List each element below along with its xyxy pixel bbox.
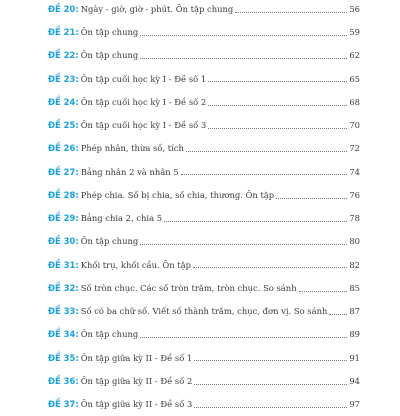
toc-entry-title: Ôn tập chung — [80, 50, 139, 61]
toc-entry-page: 89 — [349, 329, 360, 340]
toc-entry-number: 22 — [63, 50, 76, 61]
toc-entry-number: 34 — [63, 329, 76, 340]
dot-leader — [194, 384, 347, 385]
table-of-contents — [48, 0, 360, 416]
toc-entry[interactable] — [48, 230, 360, 253]
toc-entry-title: Ôn tập chung — [80, 329, 139, 340]
toc-entry[interactable] — [48, 207, 360, 230]
toc-entry[interactable] — [48, 253, 360, 276]
toc-entry[interactable] — [48, 300, 360, 323]
toc-entry-prefix: ĐỀ — [48, 143, 61, 154]
toc-entry-colon: : — [75, 399, 79, 410]
toc-entry-page: 91 — [349, 352, 360, 363]
toc-entry-label — [48, 261, 81, 269]
toc-entry-label — [48, 284, 81, 292]
toc-entry-colon: : — [75, 259, 79, 270]
toc-entry[interactable] — [48, 0, 360, 21]
toc-entry-page: 87 — [349, 306, 360, 317]
toc-entry-label — [48, 191, 81, 199]
toc-entry-label — [48, 51, 81, 59]
toc-entry-page: 59 — [349, 27, 360, 38]
toc-entry[interactable] — [48, 67, 360, 90]
toc-entry-label — [48, 330, 81, 338]
toc-entry-label — [48, 28, 81, 36]
toc-entry-number: 35 — [63, 352, 76, 363]
toc-entry-colon: : — [75, 3, 79, 14]
toc-entry[interactable] — [48, 91, 360, 114]
toc-entry[interactable] — [48, 184, 360, 207]
toc-entry-colon: : — [75, 143, 79, 154]
toc-entry-title: Bảng nhân 2 và nhân 5 — [80, 166, 179, 177]
toc-entry-title: Ôn tập giữa kỳ II - Đề số 3 — [80, 399, 193, 410]
toc-entry[interactable] — [48, 137, 360, 160]
toc-entry-page: 80 — [349, 236, 360, 247]
dot-leader — [194, 360, 347, 361]
toc-entry-page: 74 — [349, 166, 360, 177]
toc-entry[interactable] — [48, 160, 360, 183]
dot-leader — [140, 337, 347, 338]
toc-entry-colon: : — [75, 73, 79, 84]
toc-entry-prefix: ĐỀ — [48, 329, 61, 340]
toc-entry-prefix: ĐỀ — [48, 96, 61, 107]
toc-entry-page: 62 — [349, 50, 360, 61]
toc-entry-prefix: ĐỀ — [48, 27, 61, 38]
toc-entry-title: Số tròn chục. Các số tròn trăm, tròn chục. So sánh — [80, 282, 297, 293]
dot-leader — [235, 12, 347, 13]
dot-leader — [193, 267, 347, 268]
toc-entry-colon: : — [75, 236, 79, 247]
toc-entry-title: Ôn tập giữa kỳ II - Đề số 2 — [80, 375, 193, 386]
toc-entry-prefix: ĐỀ — [48, 282, 61, 293]
dot-leader — [181, 174, 348, 175]
toc-entry-title: Ôn tập chung — [80, 236, 139, 247]
toc-entry-label — [48, 400, 81, 408]
toc-entry-page: 70 — [349, 120, 360, 131]
toc-entry-number: 25 — [63, 120, 76, 131]
toc-entry[interactable] — [48, 370, 360, 393]
toc-entry-prefix: ĐỀ — [48, 166, 61, 177]
toc-entry-number: 29 — [63, 213, 76, 224]
toc-entry-number: 30 — [63, 236, 76, 247]
dot-leader — [140, 35, 347, 36]
toc-entry-label — [48, 214, 81, 222]
dot-leader — [164, 221, 347, 222]
toc-entry-page: 94 — [349, 375, 360, 386]
toc-entry[interactable] — [48, 21, 360, 44]
toc-entry-number: 32 — [63, 282, 76, 293]
toc-entry-title: Ngày - giờ, giờ - phút. Ôn tập chung — [80, 3, 234, 14]
toc-entry-colon: : — [75, 329, 79, 340]
dot-leader — [208, 81, 347, 82]
toc-entry-label — [48, 144, 81, 152]
dot-leader — [276, 198, 347, 199]
toc-entry-prefix: ĐỀ — [48, 375, 61, 386]
toc-entry-colon: : — [75, 50, 79, 61]
toc-entry-prefix: ĐỀ — [48, 213, 61, 224]
toc-entry-prefix: ĐỀ — [48, 3, 61, 14]
dot-leader — [208, 105, 347, 106]
toc-entry-colon: : — [75, 120, 79, 131]
toc-entry-page: 97 — [349, 399, 360, 410]
toc-entry-prefix: ĐỀ — [48, 73, 61, 84]
toc-entry-prefix: ĐỀ — [48, 352, 61, 363]
toc-entry-page: 65 — [349, 73, 360, 84]
toc-entry-title: Ôn tập giữa kỳ II - Đề số 1 — [80, 352, 193, 363]
toc-entry-number: 28 — [63, 189, 76, 200]
toc-entry-colon: : — [75, 27, 79, 38]
dot-leader — [194, 407, 347, 408]
toc-entry-colon: : — [75, 189, 79, 200]
toc-entry-label — [48, 237, 81, 245]
toc-entry-label — [48, 121, 81, 129]
toc-entry-number: 36 — [63, 375, 76, 386]
toc-entry-number: 21 — [63, 27, 76, 38]
toc-entry-label — [48, 377, 81, 385]
toc-entry-colon: : — [75, 96, 79, 107]
toc-entry-title: Ôn tập cuối học kỳ I - Đề số 1 — [80, 73, 207, 84]
toc-entry-title: Phép chia. Số bị chia, số chia, thương. Ôn tập — [80, 189, 275, 200]
toc-entry-colon: : — [75, 282, 79, 293]
toc-entry-page: 68 — [349, 96, 360, 107]
toc-entry[interactable] — [48, 346, 360, 369]
dot-leader — [140, 244, 347, 245]
toc-entry-prefix: ĐỀ — [48, 306, 61, 317]
toc-entry[interactable] — [48, 323, 360, 346]
toc-entry-prefix: ĐỀ — [48, 50, 61, 61]
toc-entry-title: Số có ba chữ số. Viết số thành trăm, chục, đơn vị. So sánh — [80, 306, 328, 317]
toc-entry-number: 23 — [63, 73, 76, 84]
toc-entry-page: 82 — [349, 259, 360, 270]
toc-entry-title: Khối trụ, khối cầu. Ôn tập — [80, 259, 192, 270]
dot-leader — [299, 291, 348, 292]
toc-entry-number: 24 — [63, 96, 76, 107]
toc-entry-page: 56 — [349, 3, 360, 14]
toc-entry-number: 26 — [63, 143, 76, 154]
toc-entry-prefix: ĐỀ — [48, 259, 61, 270]
toc-entry[interactable] — [48, 393, 360, 416]
toc-entry-prefix: ĐỀ — [48, 120, 61, 131]
toc-entry-colon: : — [75, 166, 79, 177]
toc-entry-page: 78 — [349, 213, 360, 224]
toc-entry-title: Ôn tập cuối học kỳ I - Đề số 2 — [80, 96, 207, 107]
toc-entry-number: 37 — [63, 399, 76, 410]
toc-entry-label — [48, 5, 81, 13]
toc-entry-label — [48, 354, 81, 362]
toc-entry-colon: : — [75, 213, 79, 224]
toc-entry-colon: : — [75, 306, 79, 317]
toc-entry-prefix: ĐỀ — [48, 399, 61, 410]
toc-entry-colon: : — [75, 375, 79, 386]
toc-entry-title: Ôn tập cuối học kỳ I - Đề số 3 — [80, 120, 207, 131]
toc-entry[interactable] — [48, 114, 360, 137]
toc-entry-title: Phép nhân, thừa số, tích — [80, 143, 184, 154]
toc-entry-label — [48, 168, 81, 176]
toc-entry-prefix: ĐỀ — [48, 189, 61, 200]
toc-entry-label — [48, 98, 81, 106]
toc-entry-number: 33 — [63, 306, 76, 317]
toc-entry[interactable] — [48, 44, 360, 67]
dot-leader — [186, 151, 347, 152]
toc-entry-page: 85 — [349, 282, 360, 293]
toc-entry-number: 20 — [63, 3, 76, 14]
toc-entry-title: Bảng chia 2, chia 5 — [80, 213, 163, 224]
dot-leader — [329, 314, 347, 315]
toc-entry-label — [48, 75, 81, 83]
toc-entry-number: 27 — [63, 166, 76, 177]
toc-entry-number: 31 — [63, 259, 76, 270]
toc-entry-label — [48, 307, 81, 315]
toc-entry-page: 76 — [349, 189, 360, 200]
toc-entry-colon: : — [75, 352, 79, 363]
toc-entry-page: 72 — [349, 143, 360, 154]
dot-leader — [140, 58, 347, 59]
dot-leader — [208, 128, 347, 129]
toc-entry[interactable] — [48, 277, 360, 300]
toc-entry-title: Ôn tập chung — [80, 27, 139, 38]
toc-entry-prefix: ĐỀ — [48, 236, 61, 247]
